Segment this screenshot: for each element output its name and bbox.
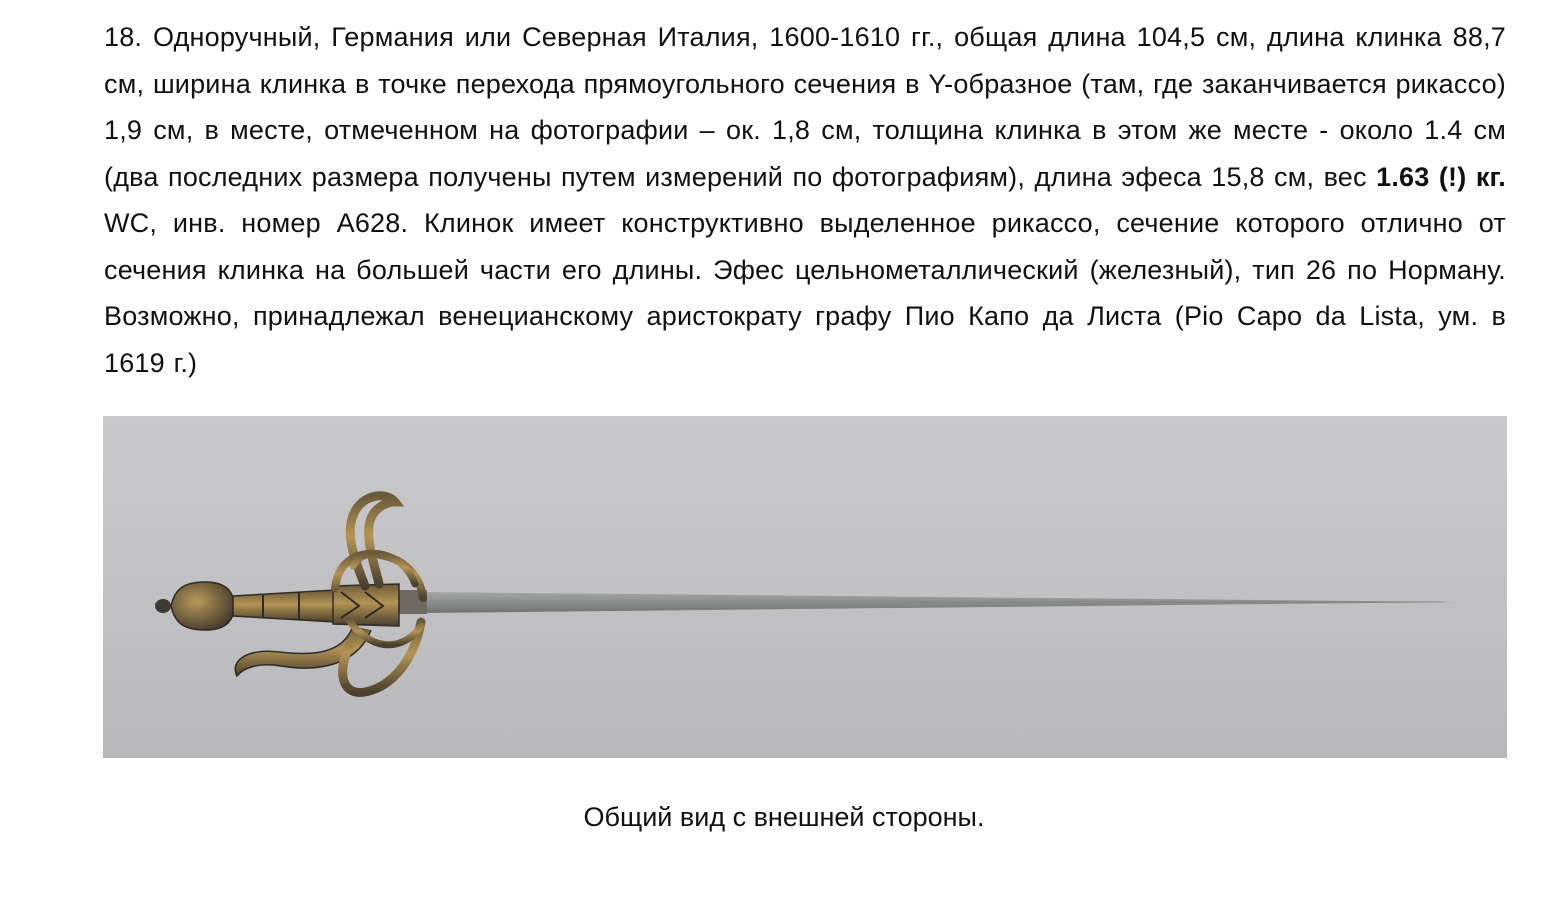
pommel (171, 582, 235, 630)
weight-bold-text: 1.63 (!) кг. (1376, 161, 1506, 192)
photo-caption: Общий вид с внешней стороны. (583, 802, 985, 832)
sword-photograph (103, 416, 1507, 758)
description-text-part-1: 18. Одноручный, Германия или Северная Италия, 1600-1610 гг., общая длина 104,5 см, длина клинка 88,7 см, ширина клинка в точке перехода прямоугольного сечения в Y-образное (там, где заканчивается рикассо) 1,9 см, в месте, отмеченном на фотографии – ок. 1,8 см, толщина клинка в этом же месте - около 1.4 см (два последних размера получены путем измерений по фотографиям), длина эфеса 15,8 см, вес (104, 22, 1506, 192)
swept-hilt-ring (343, 622, 421, 692)
pommel-button (155, 599, 171, 613)
grip (233, 590, 335, 622)
sword-description-paragraph (104, 14, 1506, 386)
sword-image (103, 416, 1507, 758)
upper-quillon (350, 496, 395, 586)
description-text-part-2: WC, инв. номер A628. Клинок имеет конструктивно выделенное рикассо, сечение которого отлично от сечения клинка на большей части его длины. Эфес цельнометаллический (железный), тип 26 по Норману. Возможно, принадлежал венецианскому аристократу графу Пио Капо да Листа (Pio Capo da Lista, ум. в 1619 г.) (104, 208, 1506, 378)
